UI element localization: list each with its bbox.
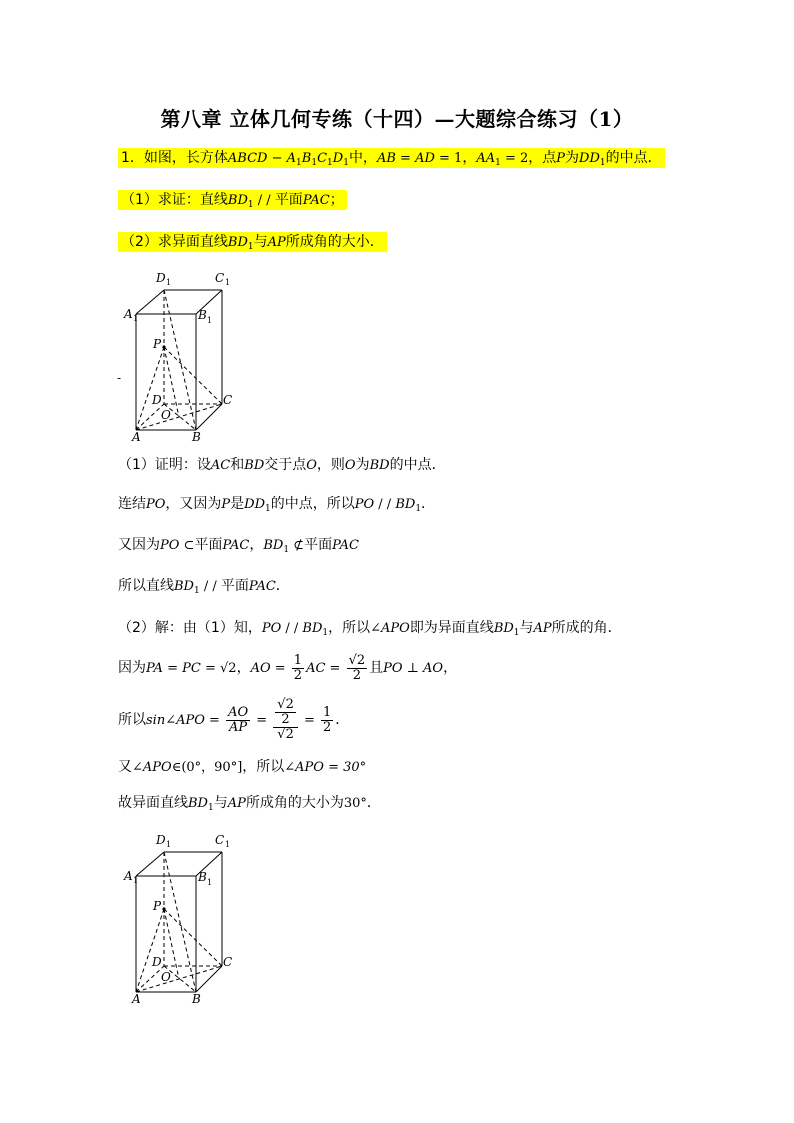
label-p: P — [153, 899, 162, 913]
solution-line-1: （1）证明：设AC和BD交于点O，则O为BD的中点． — [118, 457, 446, 473]
label-o: O — [161, 408, 171, 422]
label-b: B — [192, 430, 201, 444]
svg-text:1: 1 — [225, 840, 231, 849]
label-a1: A — [124, 869, 133, 883]
label-d: D — [152, 393, 162, 407]
solution-line-3: 又因为PO ⊂平面PAC，$BD_1$ ⊄平面PAC — [118, 537, 359, 555]
problem-line-1 — [118, 147, 665, 174]
problem-question-2: （2）求异面直线$BD_1$与AP所成角的大小． — [118, 231, 387, 258]
fraction-ao-ap: $\frac{AO}{AP}$ — [228, 704, 249, 735]
svg-text:1: 1 — [225, 278, 231, 287]
fraction-half: $\frac{1}{2}$ — [293, 652, 303, 683]
label-b: B — [192, 992, 201, 1006]
label-c1: C — [215, 833, 225, 847]
label-c: C — [223, 393, 233, 407]
fraction-compound: $\frac{\frac{√2}{2}}{√2}$ — [273, 698, 298, 742]
label-o: O — [161, 970, 171, 984]
solution-line-7: 所以sin∠APO = $\frac{AO}{AP}$ = $\frac{\frac{√2}{2}}{√2}$ = $\frac{1}{2}$ ． — [118, 697, 350, 742]
highlight: 1．如图，长方体ABCD − $A_1B_1C_1D_1$中，AB = AD = 1，$AA_1 = 2$，点P为$DD_1$的中点． — [118, 148, 665, 168]
label-d: D — [152, 955, 162, 969]
svg-text:1: 1 — [133, 876, 139, 885]
fraction-one-half: $\frac{1}{2}$ — [323, 704, 332, 735]
svg-text:1: 1 — [207, 878, 213, 887]
svg-text:1: 1 — [207, 316, 213, 325]
solution-line-4: 所以直线$BD_1$ / / 平面PAC． — [118, 578, 290, 596]
solution-line-9: 故异面直线$BD_1$与AP所成角的大小为30°． — [118, 795, 381, 813]
svg-text:1: 1 — [166, 278, 172, 287]
solution-line-6: 因为PA = PC = √2，AO = $\frac{1}{2}$ AC = $\frac{√2}{2}$ 且PO ⊥ AO， — [118, 652, 458, 683]
label-c1: C — [215, 271, 225, 285]
label-d1: D — [156, 833, 166, 847]
label-b1: B — [198, 308, 207, 322]
label-b1: B — [198, 870, 207, 884]
solution-line-2: 连结PO，又因为P是$DD_1$的中点，所以PO / / $BD_1$． — [118, 496, 436, 514]
cuboid-figure-1 — [112, 262, 242, 452]
svg-text:1: 1 — [166, 840, 172, 849]
svg-text:1: 1 — [133, 314, 139, 323]
label-a: A — [132, 992, 141, 1006]
label-d1: D — [156, 271, 166, 285]
solution-line-8: 又∠APO∈(0°，90°]，所以∠APO = 30° — [118, 759, 367, 775]
solution-line-5: （2）解：由（1）知，PO / / $BD_1$，所以∠APO即为异面直线$BD_1$与AP所成的角． — [118, 620, 622, 638]
label-p: P — [153, 337, 162, 351]
page-title: 第八章 立体几何专练（十四）—大题综合练习（1） — [160, 107, 634, 131]
stray-dash: - — [117, 371, 122, 385]
cuboid-figure-2 — [112, 824, 242, 1014]
fraction-root2-over-2: $\frac{√2}{2}$ — [348, 652, 366, 683]
label-a: A — [132, 430, 141, 444]
problem-question-1: （1）求证：直线$BD_1$ / / 平面PAC； — [118, 189, 347, 216]
label-a1: A — [124, 307, 133, 321]
label-c: C — [223, 955, 233, 969]
